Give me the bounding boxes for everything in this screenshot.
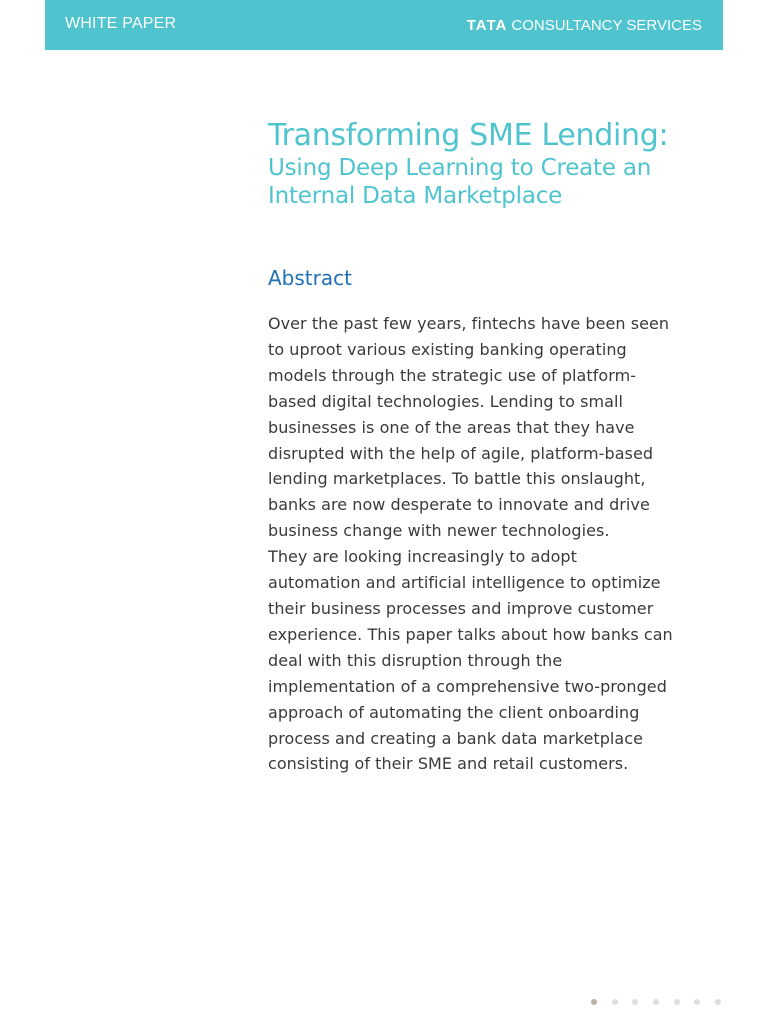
company-logo bbox=[467, 17, 702, 34]
page-dot-6[interactable] bbox=[694, 999, 700, 1005]
abstract-line: They are looking increasingly to adopt bbox=[268, 547, 577, 567]
abstract-line: business change with newer technologies. bbox=[268, 521, 610, 541]
abstract-line: implementation of a comprehensive two-pronged bbox=[268, 676, 667, 696]
abstract-line: based digital technologies. Lending to small bbox=[268, 391, 623, 411]
header-bar bbox=[45, 0, 723, 50]
page-dot-3[interactable] bbox=[632, 999, 638, 1005]
abstract-line: automation and artificial intelligence to optimize bbox=[268, 573, 661, 593]
abstract-heading: Abstract bbox=[268, 266, 352, 290]
page-dot-2[interactable] bbox=[612, 999, 618, 1005]
company-logo-suffix: CONSULTANCY SERVICES bbox=[511, 17, 702, 34]
abstract-line: deal with this disruption through the bbox=[268, 650, 563, 670]
abstract-line: businesses is one of the areas that they have bbox=[268, 417, 635, 437]
abstract-line: to uproot various existing banking operating bbox=[268, 339, 627, 359]
abstract-line: experience. This paper talks about how banks can bbox=[268, 624, 673, 644]
abstract-line: approach of automating the client onboarding bbox=[268, 702, 640, 722]
company-logo-brand: TATA bbox=[466, 17, 508, 34]
document-content bbox=[268, 118, 728, 774]
subtitle-line: Internal Data Marketplace bbox=[268, 183, 563, 209]
abstract-body bbox=[268, 311, 738, 777]
abstract-line: their business processes and improve customer bbox=[268, 598, 654, 618]
page-dot-4[interactable] bbox=[653, 999, 659, 1005]
abstract-line: disrupted with the help of agile, platform-based bbox=[268, 443, 654, 463]
abstract-line: consisting of their SME and retail customers. bbox=[268, 754, 629, 774]
abstract-line: process and creating a bank data marketplace bbox=[268, 728, 644, 748]
abstract-line: lending marketplaces. To battle this onslaught, bbox=[268, 469, 646, 489]
page-indicator bbox=[591, 997, 736, 1007]
page-dot-5[interactable] bbox=[674, 999, 680, 1005]
page-dot-1[interactable] bbox=[591, 999, 597, 1005]
document-subtitle bbox=[268, 154, 728, 210]
document-title: Transforming SME Lending: bbox=[268, 118, 669, 153]
subtitle-line: Using Deep Learning to Create an bbox=[268, 155, 652, 181]
page-dot-7[interactable] bbox=[715, 999, 721, 1005]
abstract-line: banks are now desperate to innovate and drive bbox=[268, 495, 650, 515]
document-type-label: WHITE PAPER bbox=[65, 15, 177, 32]
abstract-line: models through the strategic use of platform- bbox=[268, 365, 637, 385]
abstract-line: Over the past few years, fintechs have been seen bbox=[268, 314, 670, 333]
